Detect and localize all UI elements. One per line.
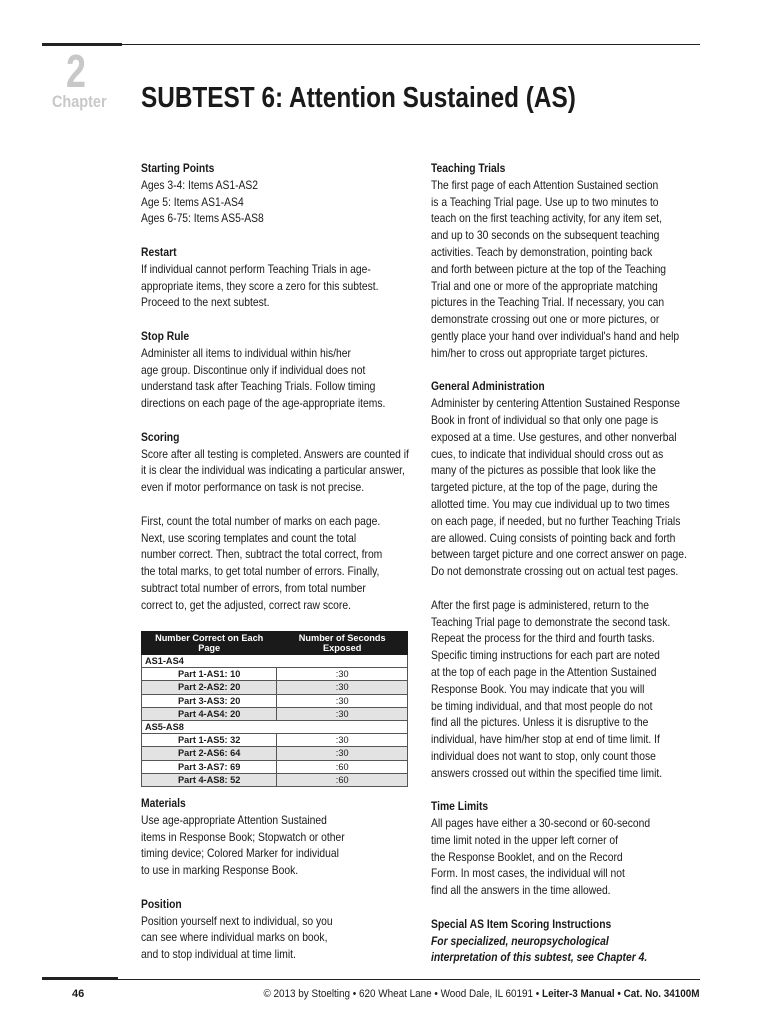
text-line: age group. Discontinue only if individual does not	[141, 362, 366, 377]
text-line: activities. Teach by demonstration, pointing back	[431, 244, 653, 259]
starting-points-text	[141, 177, 413, 227]
table-row	[142, 668, 408, 681]
text-line: Proceed to the next subtest.	[141, 295, 270, 310]
part-cell: Part 4-AS8: 52	[142, 773, 277, 786]
text-line: Form. In most cases, the individual will not	[431, 866, 625, 881]
text-line: answers crossed out within the specified time limit.	[431, 765, 663, 780]
text-line: First, count the total number of marks on each page.	[141, 513, 381, 528]
seconds-cell: :30	[277, 694, 408, 707]
bottom-rule-accent	[42, 977, 118, 980]
text-line: After the first page is administered, return to the	[431, 597, 649, 612]
seconds-cell: :30	[277, 668, 408, 681]
text-line: Book in front of individual so that only one page is	[431, 412, 659, 427]
text-line: the total marks, to get total number of errors. Finally,	[141, 564, 380, 579]
materials-heading: Materials	[141, 796, 186, 810]
teaching-trials-text	[431, 177, 703, 362]
materials-text	[141, 812, 413, 879]
restart-text	[141, 261, 413, 311]
text-line: time limit noted in the upper left corner of	[431, 832, 619, 847]
text-line: demonstrate crossing out one or more pictures, or	[431, 312, 660, 327]
seconds-cell: :30	[277, 681, 408, 694]
text-line: many of the pictures as possible that look like the	[431, 463, 656, 478]
text-line: Use age-appropriate Attention Sustained	[141, 812, 327, 827]
text-line: targeted picture, at the top of the page, during the	[431, 480, 658, 495]
text-line: find all the answers in the time allowed.	[431, 883, 611, 898]
text-line: Specific timing instructions for each part are noted	[431, 648, 660, 663]
text-line: If individual cannot perform Teaching Trials in age-	[141, 261, 371, 276]
text-line: can see where individual marks on book,	[141, 930, 328, 945]
part-cell: Part 1-AS5: 32	[142, 734, 277, 747]
column-header-correct: Number Correct on Each Page	[142, 632, 277, 655]
footer-text	[264, 988, 700, 1000]
text-line: to use in marking Response Book.	[141, 863, 299, 878]
starting-points-heading: Starting Points	[141, 161, 215, 175]
time-limits-heading: Time Limits	[431, 799, 489, 814]
general-administration-heading: General Administration	[431, 379, 545, 394]
text-line: find all the pictures. Unless it is disruptive to the	[431, 715, 649, 730]
page-title: SUBTEST 6: Attention Sustained (AS)	[141, 82, 576, 114]
part-cell: Part 4-AS4: 20	[142, 707, 277, 720]
chapter-label: Chapter	[52, 92, 107, 111]
text-line: pictures in the Teaching Trial. If necessary, you can	[431, 295, 665, 310]
text-line: and to stop individual at time limit.	[141, 947, 296, 962]
text-line: items in Response Book; Stopwatch or other	[141, 829, 345, 844]
part-cell: Part 3-AS7: 69	[142, 760, 277, 773]
text-line: is a Teaching Trial page. Use up to two minutes to	[431, 194, 659, 209]
part-cell: Part 3-AS3: 20	[142, 694, 277, 707]
special-scoring-heading: Special AS Item Scoring Instructions	[431, 916, 612, 931]
text-line: and up to 30 seconds on the subsequent teaching	[431, 228, 660, 243]
text-line: All pages have either a 30-second or 60-second	[431, 816, 651, 831]
text-line: Position yourself next to individual, so you	[141, 913, 333, 928]
text-line: Administer by centering Attention Sustained Response	[431, 396, 680, 411]
table-header-row	[142, 632, 408, 655]
text-line: timing device; Colored Marker for individual	[141, 846, 339, 861]
text-line: cues, to indicate that individual should cross out as	[431, 446, 664, 461]
text-line: Response Book. You may indicate that you will	[431, 681, 645, 696]
restart-heading: Restart	[141, 244, 177, 259]
bottom-rule	[42, 979, 700, 980]
table-row	[142, 773, 408, 786]
text-line: Age 5: Items AS1-AS4	[141, 194, 244, 209]
footer-copyright: © 2013 by Stoelting • 620 Wheat Lane • Wood Dale, IL 60191 •	[263, 988, 543, 1000]
teaching-trials-heading: Teaching Trials	[431, 161, 506, 175]
text-line: number correct. Then, subtract the total correct, from	[141, 547, 383, 562]
text-line: be timing individual, and that most people do not	[431, 698, 653, 713]
chapter-number: 2	[66, 45, 86, 97]
scoring-heading: Scoring	[141, 429, 180, 444]
text-line: on each page, if needed, but no further Teaching Trials	[431, 513, 681, 528]
text-line: and forth between picture at the top of the Teaching	[431, 261, 667, 276]
seconds-cell: :30	[277, 734, 408, 747]
general-administration-text-2	[431, 597, 703, 782]
general-administration-text-1	[431, 395, 703, 580]
left-column-lower	[141, 795, 413, 980]
text-line: subtract total number of errors, from total number	[141, 580, 366, 595]
part-cell: Part 2-AS2: 20	[142, 681, 277, 694]
text-line: Administer all items to individual within his/her	[141, 345, 351, 360]
text-line: the Response Booklet, and on the Record	[431, 849, 623, 864]
table-row	[142, 681, 408, 694]
top-rule	[42, 44, 700, 45]
table-row	[142, 760, 408, 773]
table-row	[142, 747, 408, 760]
right-column	[431, 160, 703, 983]
text-line: exposed at a time. Use gestures, and other nonverbal	[431, 429, 677, 444]
text-line: Next, use scoring templates and count the total	[141, 530, 357, 545]
text-line: even if motor performance on task is not precise.	[141, 480, 365, 495]
table-row	[142, 694, 408, 707]
part-cell: Part 2-AS6: 64	[142, 747, 277, 760]
seconds-cell: :30	[277, 707, 408, 720]
seconds-cell: :60	[277, 760, 408, 773]
position-text	[141, 913, 413, 963]
special-scoring-text	[431, 933, 703, 967]
part-cell: Part 1-AS1: 10	[142, 668, 277, 681]
text-line: are allowed. Cuing consists of pointing back and forth	[431, 530, 676, 545]
text-line: For specialized, neuropsychological	[431, 933, 609, 948]
text-line: appropriate items, they score a zero for this subtest.	[141, 278, 379, 293]
text-line: at the top of each page in the Attention Sustained	[431, 664, 657, 679]
position-heading: Position	[141, 896, 182, 911]
text-line: directions on each page of the age-appropriate items.	[141, 396, 386, 411]
timing-table	[141, 631, 408, 787]
stop-rule-text	[141, 345, 413, 412]
text-line: correct to, get the adjusted, correct raw score.	[141, 597, 351, 612]
table-group-row	[142, 655, 408, 668]
text-line: understand task after Teaching Trials. Follow timing	[141, 379, 376, 394]
text-line: Ages 3-4: Items AS1-AS2	[141, 177, 259, 192]
text-line: between target picture and one correct answer on page.	[431, 547, 687, 562]
table-group-row	[142, 720, 408, 733]
stop-rule-heading: Stop Rule	[141, 328, 190, 343]
time-limits-text	[431, 815, 703, 899]
text-line: individual does not want to stop, only count those	[431, 748, 656, 763]
scoring-text-1	[141, 446, 413, 496]
text-line: interpretation of this subtest, see Chapter 4.	[431, 950, 648, 965]
text-line: Score after all testing is completed. Answers are counted if	[141, 446, 409, 461]
scoring-text-2	[141, 513, 413, 614]
text-line: him/her to cross out appropriate target pictures.	[431, 345, 648, 360]
seconds-cell: :60	[277, 773, 408, 786]
footer-catalog: Leiter-3 Manual • Cat. No. 34100M	[542, 988, 700, 1000]
text-line: Trial and one or more of the appropriate matching	[431, 278, 658, 293]
text-line: allotted time. You may cue individual up to two times	[431, 496, 670, 511]
group-label: AS1-AS4	[142, 655, 408, 668]
table-row	[142, 707, 408, 720]
group-label: AS5-AS8	[142, 720, 408, 733]
page-number: 46	[72, 988, 85, 1000]
left-column	[141, 160, 413, 630]
column-header-seconds: Number of Seconds Exposed	[277, 632, 408, 655]
text-line: it is clear the individual was indicating a particular answer,	[141, 463, 405, 478]
text-line: Teaching Trial page to demonstrate the second task.	[431, 614, 671, 629]
text-line: teach on the first teaching activity, for any item set,	[431, 211, 662, 226]
seconds-cell: :30	[277, 747, 408, 760]
text-line: Repeat the process for the third and fourth tasks.	[431, 631, 655, 646]
text-line: individual, have him/her stop at end of time limit. If	[431, 732, 660, 747]
text-line: Do not demonstrate crossing out on actual test pages.	[431, 564, 679, 579]
text-line: Ages 6-75: Items AS5-AS8	[141, 211, 264, 226]
text-line: gently place your hand over individual's hand and help	[431, 328, 680, 343]
table-row	[142, 734, 408, 747]
text-line: The first page of each Attention Sustained section	[431, 177, 659, 192]
